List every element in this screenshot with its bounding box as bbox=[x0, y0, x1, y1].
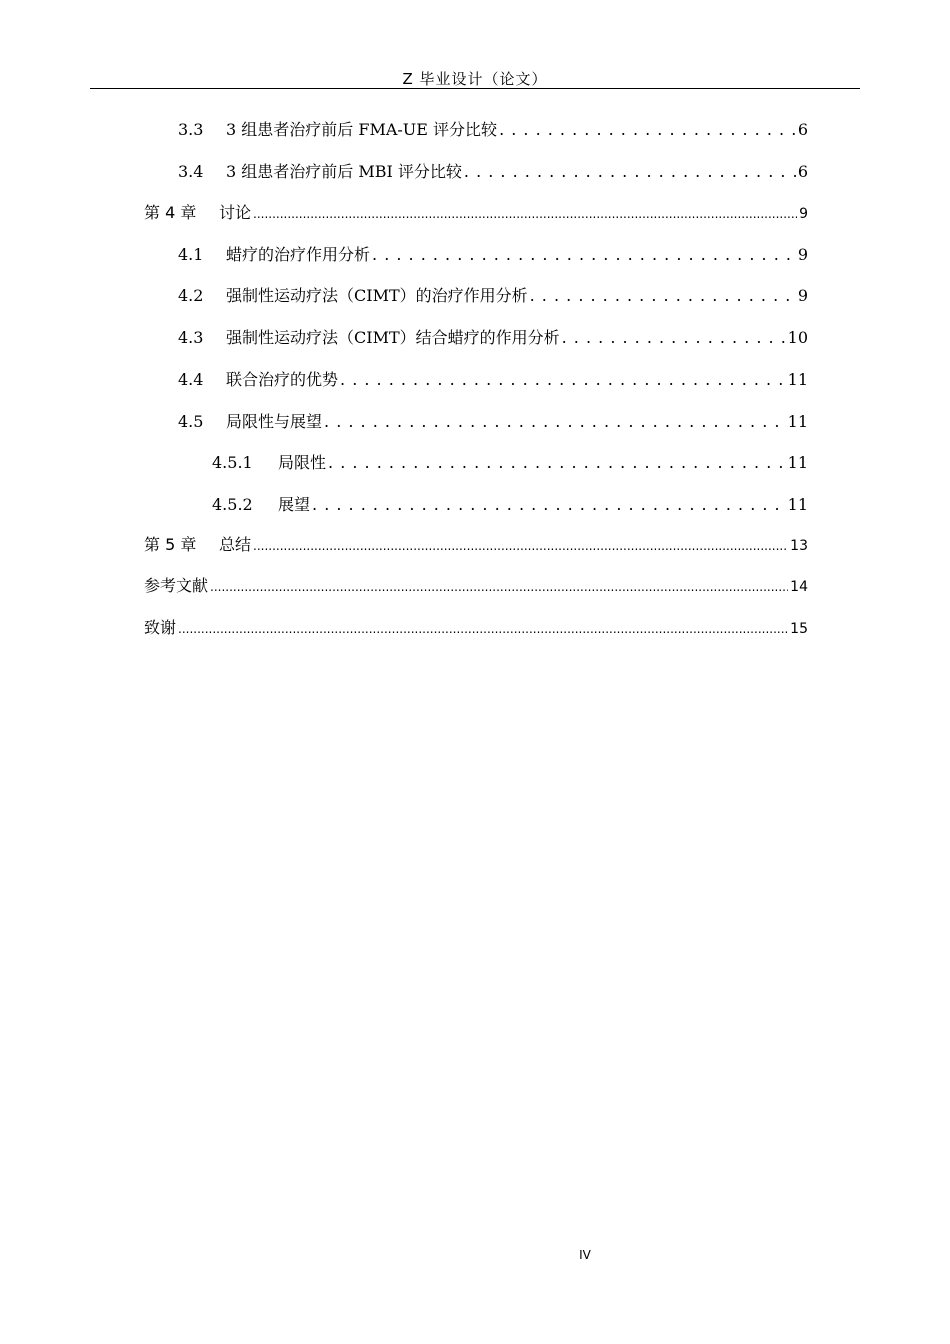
toc-entry-number: 4.4 bbox=[178, 370, 204, 389]
toc-entry-title: 3 组患者治疗前后 MBI 评分比较 bbox=[226, 162, 462, 181]
toc-entry-title: 3 组患者治疗前后 FMA-UE 评分比较 bbox=[226, 120, 498, 139]
toc-entry-title: 展望 bbox=[278, 495, 311, 514]
toc-entry-chapter-4[interactable] bbox=[144, 201, 808, 225]
toc-entry-title: 讨论 bbox=[219, 203, 252, 222]
toc-entry-title: 局限性 bbox=[278, 453, 327, 472]
toc-entry-3-3[interactable] bbox=[178, 118, 808, 142]
toc-entry-number: 第 4 章 bbox=[144, 203, 197, 222]
toc-entry-page: 11 bbox=[787, 495, 808, 514]
toc-entry-4-5-2[interactable] bbox=[212, 493, 808, 517]
toc-leader-dots bbox=[328, 451, 786, 475]
toc-entry-number: 4.5.2 bbox=[212, 495, 253, 514]
toc-leader-dots bbox=[562, 326, 786, 350]
toc-entry-page: 11 bbox=[787, 453, 808, 472]
toc-entry-chapter-5[interactable] bbox=[144, 533, 808, 557]
toc-entry-title: 参考文献 bbox=[144, 576, 209, 595]
toc-entry-references[interactable] bbox=[144, 574, 808, 598]
toc-entry-page: 14 bbox=[790, 579, 808, 595]
toc-entry-number: 4.5 bbox=[178, 412, 204, 431]
toc-entry-page: 9 bbox=[797, 286, 808, 305]
toc-entry-title: 蜡疗的治疗作用分析 bbox=[226, 245, 371, 264]
toc-entry-page: 6 bbox=[797, 120, 808, 139]
page-number: IV bbox=[579, 1248, 591, 1262]
toc-entry-number: 4.5.1 bbox=[212, 453, 253, 472]
toc-leader-dots bbox=[340, 368, 786, 392]
toc-leader-dots bbox=[324, 410, 786, 434]
toc-entry-page: 13 bbox=[790, 538, 808, 554]
toc-leader-dots bbox=[253, 533, 788, 558]
toc-leader-dots bbox=[312, 493, 786, 517]
toc-leader-dots bbox=[253, 201, 797, 226]
toc-entry-title: 局限性与展望 bbox=[226, 412, 323, 431]
toc-entry-page: 10 bbox=[787, 328, 808, 347]
toc-entry-4-2[interactable] bbox=[178, 284, 808, 308]
toc-entry-title: 强制性运动疗法（CIMT）结合蜡疗的作用分析 bbox=[226, 328, 560, 347]
toc-entry-4-5[interactable] bbox=[178, 410, 808, 434]
toc-leader-dots bbox=[178, 616, 788, 641]
toc-entry-number: 4.2 bbox=[178, 286, 204, 305]
toc-entry-title: 致谢 bbox=[144, 618, 177, 637]
toc-entry-title: 总结 bbox=[219, 535, 252, 554]
toc-entry-page: 9 bbox=[799, 206, 808, 222]
toc-leader-dots bbox=[210, 574, 788, 599]
toc-entry-4-4[interactable] bbox=[178, 368, 808, 392]
toc-entry-title: 强制性运动疗法（CIMT）的治疗作用分析 bbox=[226, 286, 528, 305]
toc-entry-page: 15 bbox=[790, 621, 808, 637]
toc-entry-number: 3.4 bbox=[178, 162, 204, 181]
toc-entry-4-1[interactable] bbox=[178, 243, 808, 267]
toc-entry-acknowledgements[interactable] bbox=[144, 616, 808, 640]
toc-entry-4-3[interactable] bbox=[178, 326, 808, 350]
toc-entry-number: 4.3 bbox=[178, 328, 204, 347]
toc-entry-4-5-1[interactable] bbox=[212, 451, 808, 475]
toc-entry-page: 11 bbox=[787, 412, 808, 431]
header-divider bbox=[90, 88, 860, 89]
toc-leader-dots bbox=[530, 284, 796, 308]
toc-entry-number: 3.3 bbox=[178, 120, 204, 139]
toc-entry-page: 11 bbox=[787, 370, 808, 389]
header-title: Z 毕业设计（论文） bbox=[402, 70, 548, 88]
toc-entry-page: 9 bbox=[797, 245, 808, 264]
toc-leader-dots bbox=[499, 118, 796, 142]
toc-entry-3-4[interactable] bbox=[178, 160, 808, 184]
toc-leader-dots bbox=[372, 243, 796, 267]
toc-entry-page: 6 bbox=[797, 162, 808, 181]
toc-leader-dots bbox=[464, 160, 796, 184]
toc-entry-number: 第 5 章 bbox=[144, 535, 197, 554]
toc-entry-title: 联合治疗的优势 bbox=[226, 370, 339, 389]
toc-entry-number: 4.1 bbox=[178, 245, 204, 264]
